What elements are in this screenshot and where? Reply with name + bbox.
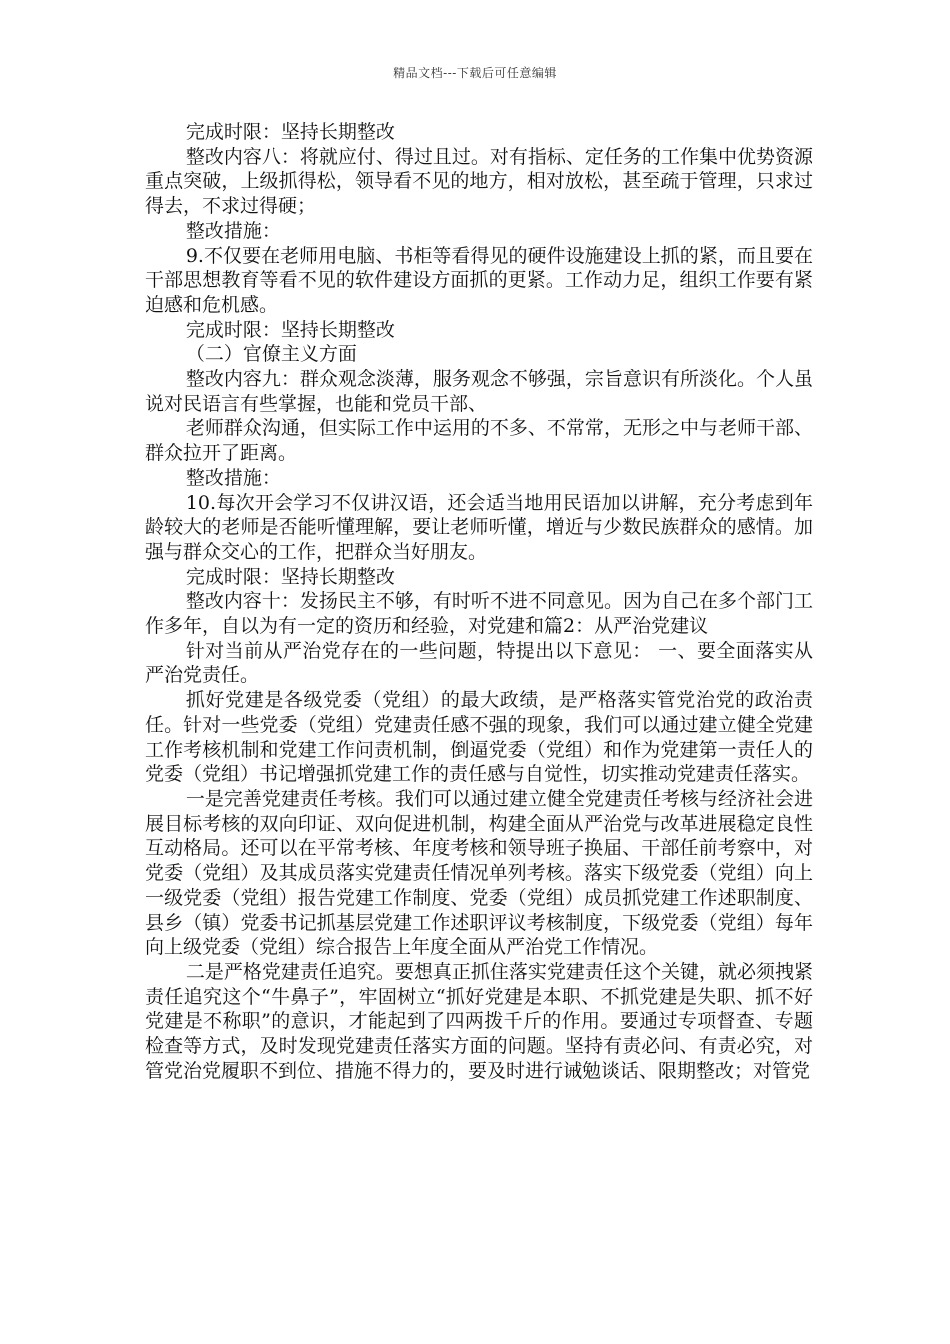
paragraph: 二是严格党建责任追究。要想真正抓住落实党建责任这个关键，就必须拽紧责任追究这个“牛鼻子”，牢固树立“抓好党建是本职、不抓党建是失职、抓不好党建是不称职”的意识，才能起到了四两拨千斤的作用。要通过专项督查、专题检查等方式，及时发现党建责任落实方面的问题。坚持有责必问、有责必究，对管党治党履职不到位、措施不得力的，要及时进行诫勉谈话、限期整改；对管党 <box>145 960 813 1082</box>
paragraph: 完成时限：坚持长期整改 <box>185 565 395 588</box>
paragraph: 老师群众沟通，但实际工作中运用的不多、不常常，无形之中与老师干部、群众拉开了距离。 <box>145 417 813 465</box>
paragraph: 抓好党建是各级党委（党组）的最大政绩，是严格落实管党治党的政治责任。针对一些党委（党组）党建责任感不强的现象，我们可以通过建立健全党建工作考核机制和党建工作问责机制，倒逼党委（党组）和作为党建第一责任人的党委（党组）书记增强抓党建工作的责任感与自觉性，切实推动党建责任落实。 <box>145 689 813 786</box>
page-header: 精品文档---下载后可任意编辑 <box>393 66 557 80</box>
paragraph: 整改内容十：发扬民主不够，有时听不进不同意见。因为自己在多个部门工作多年，自以为有一定的资历和经验，对党建和篇2：从严治党建议 <box>145 590 813 638</box>
paragraph: 一是完善党建责任考核。我们可以通过建立健全党建责任考核与经济社会进展目标考核的双向印证、双向促进机制，构建全面从严治党与改革进展稳定良性互动格局。还可以在平常考核、年度考核和领导班子换届、干部任前考察中，对党委（党组）及其成员落实党建责任情况单列考核。落实下级党委（党组）向上一级党委（党组）报告党建工作制度、党委（党组）成员抓党建工作述职制度、县乡（镇）党委书记抓基层党建工作述职评议考核制度，下级党委（党组）每年向上级党委（党组）综合报告上年度全面从严治党工作情况。 <box>145 787 813 959</box>
paragraph: 9.不仅要在老师用电脑、书柜等看得见的硬件设施建设上抓的紧，而且要在干部思想教育等看不见的软件建设方面抓的更紧。工作动力足，组织工作要有紧迫感和危机感。 <box>145 244 813 316</box>
section-heading: （二）官僚主义方面 <box>185 343 357 366</box>
paragraph: 完成时限：坚持长期整改 <box>185 318 395 341</box>
paragraph: 完成时限：坚持长期整改 <box>185 121 395 143</box>
paragraph: 整改内容八：将就应付、得过且过。对有指标、定任务的工作集中优势资源重点突破，上级抓得松，领导看不见的地方，相对放松，甚至疏于管理，只求过得去，不求过得硬； <box>145 145 813 218</box>
document-body <box>145 120 813 1083</box>
paragraph: 整改措施： <box>185 219 281 242</box>
paragraph: 针对当前从严治党存在的一些问题，特提出以下意见： 一、要全面落实从严治党责任。 <box>145 639 813 687</box>
paragraph: 整改内容九：群众观念淡薄，服务观念不够强，宗旨意识有所淡化。个人虽说对民语言有些掌握，也能和党员干部、 <box>145 368 813 415</box>
paragraph: 整改措施： <box>185 466 281 489</box>
paragraph: 10.每次开会学习不仅讲汉语，还会适当地用民语加以讲解，充分考虑到年龄较大的老师是否能听懂理解，要让老师听懂，增近与少数民族群众的感情。加强与群众交心的工作，把群众当好朋友。 <box>145 491 813 563</box>
